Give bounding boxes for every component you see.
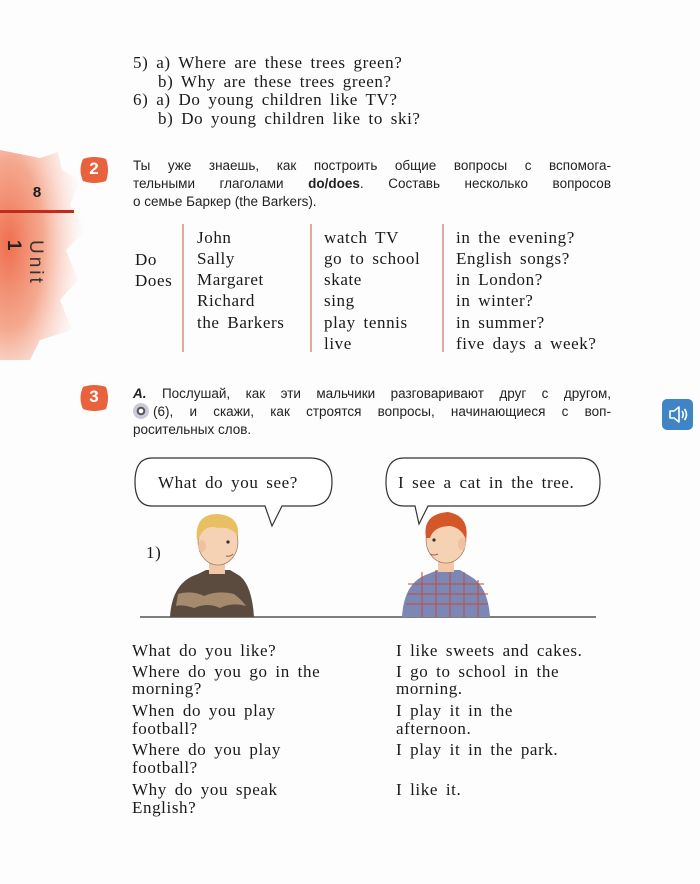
page-number: 8 [32, 184, 42, 201]
unit-number: 1 [3, 240, 24, 254]
audio-disc-icon [133, 403, 149, 419]
qa-question: Why do you speak [132, 780, 278, 799]
exercise-2-instruction-line-3: о семье Баркер (the Barkers). [133, 194, 317, 209]
verb-item: watch TV [324, 228, 399, 247]
speaker-icon [662, 399, 693, 430]
extra-item: in the evening? [456, 228, 575, 247]
qa-answer: I like it. [396, 780, 462, 799]
qa-question: Where do you go in the [132, 662, 321, 681]
extra-item: in London? [456, 270, 543, 289]
qa-question: What do you like? [132, 641, 277, 660]
table-divider [442, 224, 444, 352]
subject-item: Margaret [197, 270, 264, 289]
qa-answer: morning. [396, 679, 463, 698]
subject-item: John [197, 228, 232, 247]
qa-question: morning? [132, 679, 202, 698]
qa-question: English? [132, 798, 197, 817]
verb-item: play tennis [324, 313, 408, 332]
exercise-3-instruction-line-2: (6), и скажи, как строятся вопросы, начинающиеся с воп- [133, 403, 611, 421]
boy-left-figure [170, 514, 254, 617]
qa-question: When do you play [132, 701, 276, 720]
page-number-rule [0, 210, 74, 213]
extra-item: five days a week? [456, 334, 597, 353]
question-6b: b) Do young children like to ski? [158, 109, 421, 128]
question-5b: b) Why are these trees green? [158, 72, 392, 91]
question-6a: 6) a) Do young children like TV? [133, 90, 398, 109]
dialogue-illustration [132, 454, 612, 622]
extra-item: English songs? [456, 249, 570, 268]
exercise-3-badge: 3 [79, 384, 109, 412]
qa-answer: I like sweets and cakes. [396, 641, 583, 660]
table-divider [182, 224, 184, 352]
speech-bubble-right-text: I see a cat in the tree. [398, 473, 575, 492]
subject-item: Richard [197, 291, 256, 310]
unit-word: Unit [25, 240, 46, 286]
boy-right-figure [402, 512, 490, 617]
qa-question: Where do you play [132, 740, 282, 759]
exercise-3-instruction-line-3: росительных слов. [133, 422, 252, 437]
picture-number: 1) [146, 543, 162, 562]
subject-item: the Barkers [197, 313, 285, 332]
subject-item: Sally [197, 249, 235, 268]
qa-answer: I go to school in the [396, 662, 560, 681]
qa-answer: afternoon. [396, 719, 472, 738]
exercise-2-instruction-line-1: Ты уже знаешь, как построить общие вопросы с вспомога- [133, 158, 611, 173]
extra-item: in summer? [456, 313, 545, 332]
verb-item: live [324, 334, 352, 353]
exercise-2-badge: 2 [79, 156, 109, 184]
verb-item: skate [324, 270, 362, 289]
verb-item: sing [324, 291, 355, 310]
part-a-label: A. [133, 386, 147, 401]
verb-item: go to school [324, 249, 421, 268]
qa-answer: I play it in the [396, 701, 513, 720]
do-does-term: do/does [308, 176, 360, 191]
exercise-2-instruction-line-2: тельными глаголами do/does. Составь несколько вопросов [133, 176, 611, 191]
exercise-3-instruction-line-1: A. Послушай, как эти мальчики разговаривают друг с другом, [133, 386, 611, 401]
audio-play-button[interactable] [662, 399, 693, 430]
aux-does: Does [135, 271, 173, 290]
qa-question: football? [132, 758, 198, 777]
aux-do: Do [135, 250, 157, 269]
qa-question: football? [132, 719, 198, 738]
unit-label [3, 240, 48, 330]
question-5a: 5) a) Where are these trees green? [133, 53, 403, 72]
extra-item: in winter? [456, 291, 534, 310]
qa-answer: I play it in the park. [396, 740, 559, 759]
speech-bubble-left-text: What do you see? [158, 473, 298, 492]
table-divider [310, 224, 312, 352]
